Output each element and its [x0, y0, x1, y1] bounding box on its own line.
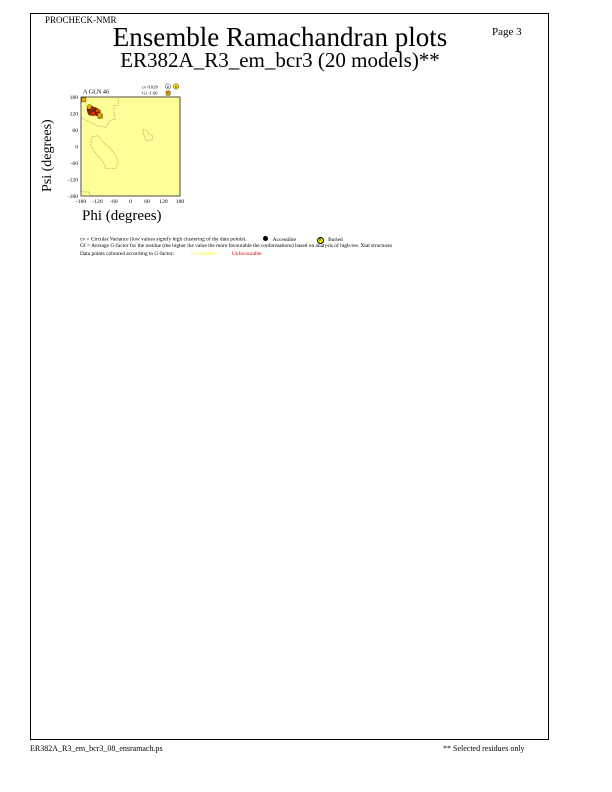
legend-line-3 — [80, 251, 261, 257]
favourable-label: Favourable — [190, 251, 216, 257]
x-tick-label: -60 — [110, 199, 118, 205]
y-tick-label: 180 — [69, 95, 78, 101]
legend-gf-text: Gf = Average G-factor for the residue (the higher the value the more favourable the conformations) based on analysis of high-res. Xtal structures — [80, 243, 393, 249]
footer-filename: ER382A_R3_em_bcr3_08_ensramach.ps — [30, 744, 163, 753]
y-tick-label: -120 — [67, 177, 78, 184]
x-tick-label: -180 — [75, 199, 87, 205]
legend-cv-text: cv = Circular Variance (low values signify high clustering of the data points). — [80, 236, 247, 243]
y-tick-label: 120 — [69, 111, 78, 118]
y-tick-label: 60 — [72, 128, 78, 134]
y-tick-labels — [68, 95, 78, 200]
ramachandran-plot — [0, 0, 612, 260]
cv-marker-symbol-yellow: B — [174, 85, 178, 90]
page-title: Ensemble Ramachandran plots — [112, 22, 448, 52]
y-axis-label: Psi (degrees) — [40, 119, 55, 192]
data-point — [87, 105, 92, 110]
y-tick-label: 0 — [75, 144, 78, 151]
cv-marker — [165, 84, 178, 89]
data-point — [97, 113, 102, 118]
gf-label: Gf -1.66 — [142, 90, 158, 96]
cv-marker-symbol: B — [166, 85, 170, 90]
x-tick-label: -120 — [92, 199, 103, 205]
y-tick-label: -60 — [70, 161, 78, 167]
gf-marker — [166, 91, 170, 95]
cv-label: cv 0.028 — [142, 84, 158, 90]
legend-colour-text: Data points coloured according to G-factor: — [80, 251, 175, 257]
x-tick-label: 60 — [144, 199, 150, 205]
unfavourable-label: Unfavourable — [231, 251, 262, 257]
y-tick-label: -180 — [67, 194, 78, 200]
page-subtitle: ER382A_R3_em_bcr3 (20 models)** — [120, 48, 440, 72]
residue-label: A GLN 46 — [83, 88, 110, 96]
data-marker — [82, 98, 86, 102]
x-tick-label: 120 — [159, 199, 168, 205]
accessible-icon — [263, 236, 268, 241]
buried-label: Buried — [328, 236, 343, 243]
footer-note: ** Selected residues only — [443, 744, 525, 753]
page-number: Page 3 — [492, 26, 522, 38]
accessible-label: Accessible — [272, 236, 296, 243]
x-tick-label: 180 — [175, 199, 185, 205]
buried-icon: B — [317, 237, 324, 244]
x-tick-label: 0 — [129, 199, 132, 205]
data-point — [91, 111, 96, 116]
program-name: PROCHECK-NMR — [45, 15, 117, 25]
x-tick-labels — [76, 199, 185, 205]
x-axis-label: Phi (degrees) — [82, 208, 162, 224]
